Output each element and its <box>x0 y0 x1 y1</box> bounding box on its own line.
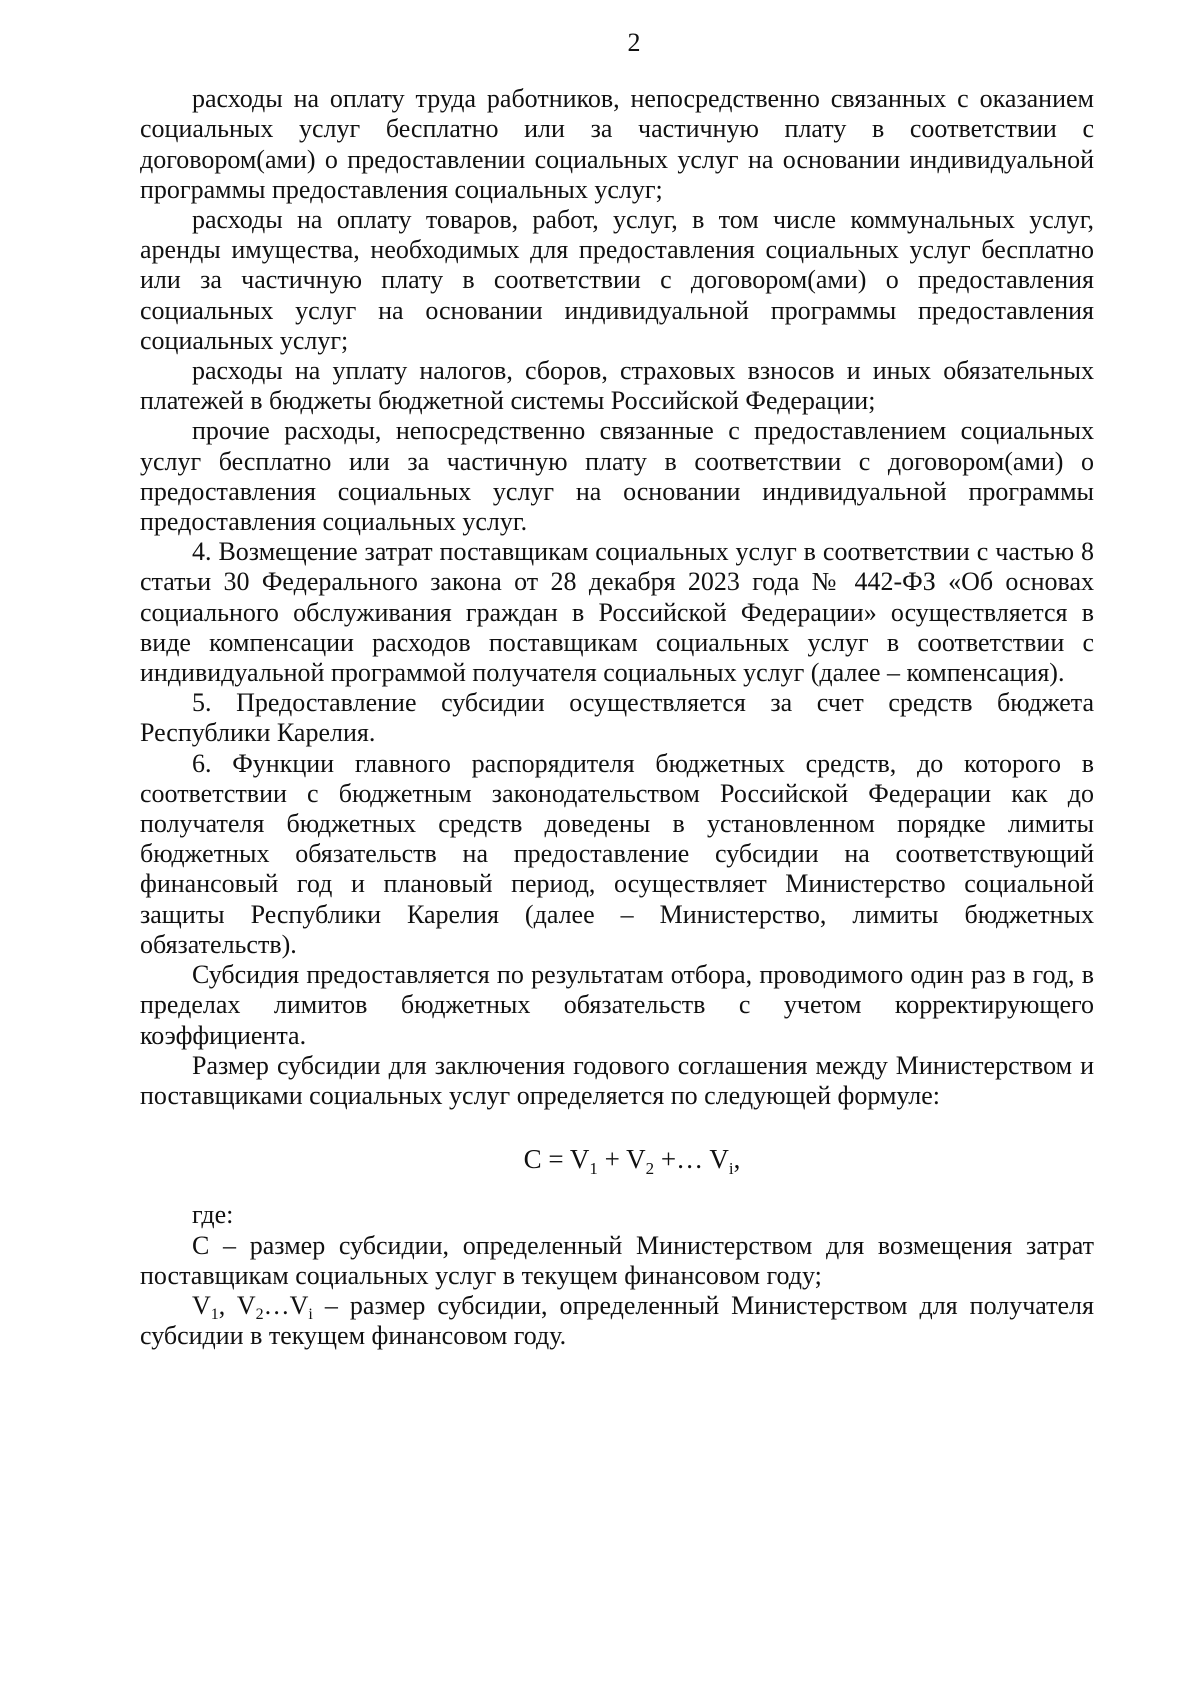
paragraph-labor-costs: расходы на оплату труда работников, непосредственно связанных с оказанием социальных услуг бесплатно или за частичную плату в соответствии с договором(ами) о предоставлении социальных услуг на основании индивидуальной программы предоставления социальных услуг; <box>140 84 1094 204</box>
v-subscript-i: i <box>308 1305 313 1323</box>
v-subscript-1: 1 <box>210 1305 219 1323</box>
paragraph-goods-costs: расходы на оплату товаров, работ, услуг, в том числе коммунальных услуг, аренды имущества, необходимых для предоставления социальных услуг бесплатно или за частичную плату в соответствии с договором(ами) о предоставления социальных услуг на основании индивидуальной программы предоставления социальных услуг; <box>140 205 1094 355</box>
page-number: 2 <box>627 28 641 57</box>
v-separator: , V <box>218 1290 256 1320</box>
paragraph-c-definition: С – размер субсидии, определенный Министерством для возмещения затрат поставщикам социальных услуг в текущем финансовом году; <box>140 1230 1094 1290</box>
paragraph-where: где: <box>192 1200 234 1230</box>
paragraph-item-6: 6. Функции главного распорядителя бюджетных средств, до которого в соответствии с бюджетным законодательством Российской Федерации как до получателя бюджетных средств доведены в установленном порядке лимиты бюджетных обязательств на предоставление субсидии на соответствующий финансовый год и плановый период, осуществляет Министерство социальной защиты Республики Карелия (далее – Министерство, лимиты бюджетных обязательств). <box>140 748 1094 959</box>
paragraph-item-5: 5. Предоставление субсидии осуществляется за счет средств бюджета Республики Карелия. <box>140 688 1094 748</box>
paragraph-taxes: расходы на уплату налогов, сборов, страховых взносов и иных обязательных платежей в бюджеты бюджетной системы Российской Федерации; <box>140 356 1094 416</box>
v-subscript-2: 2 <box>255 1305 264 1323</box>
formula-subscript-2: 2 <box>645 1159 655 1179</box>
paragraph-v-definition <box>140 1291 1094 1351</box>
v-symbol: V <box>192 1290 211 1320</box>
paragraph-item-4: 4. Возмещение затрат поставщикам социальных услуг в соответствии с частью 8 статьи 30 Федерального закона от 28 декабря 2023 года № 442-ФЗ «Об основах социального обслуживания граждан в Российской Федерации» осуществляется в виде компенсации расходов поставщикам социальных услуг в соответствии с индивидуальной программой получателя социальных услуг (далее – компенсация). <box>140 537 1094 688</box>
paragraph-subsidy-selection: Субсидия предоставляется по результатам отбора, проводимого один раз в год, в пределах лимитов бюджетных обязательств с учетом корректирующего коэффициента. <box>140 960 1094 1050</box>
v-ellipsis: …V <box>263 1290 309 1320</box>
formula-end: , <box>733 1144 741 1175</box>
paragraph-subsidy-size: Размер субсидии для заключения годового соглашения между Министерством и поставщиками социальных услуг определяется по следующей формуле: <box>140 1050 1094 1110</box>
formula-subscript-i: i <box>728 1159 734 1179</box>
v-definition-text: – размер субсидии, определенный Министерством для получателя субсидии в текущем финансовом году. <box>140 1290 1094 1351</box>
document-body <box>140 84 1094 1351</box>
subsidy-formula <box>140 1144 1094 1179</box>
formula-lhs: C = V <box>523 1144 590 1175</box>
formula-subscript-1: 1 <box>589 1159 598 1179</box>
formula-plus-1: + V <box>597 1144 646 1175</box>
paragraph-other-costs: прочие расходы, непосредственно связанные с предоставлением социальных услуг бесплатно или за частичную плату в соответствии с договором(ами) о предоставления социальных услуг на основании индивидуальной программы предоставления социальных услуг. <box>140 416 1094 537</box>
formula-tail: +… V <box>654 1144 729 1175</box>
